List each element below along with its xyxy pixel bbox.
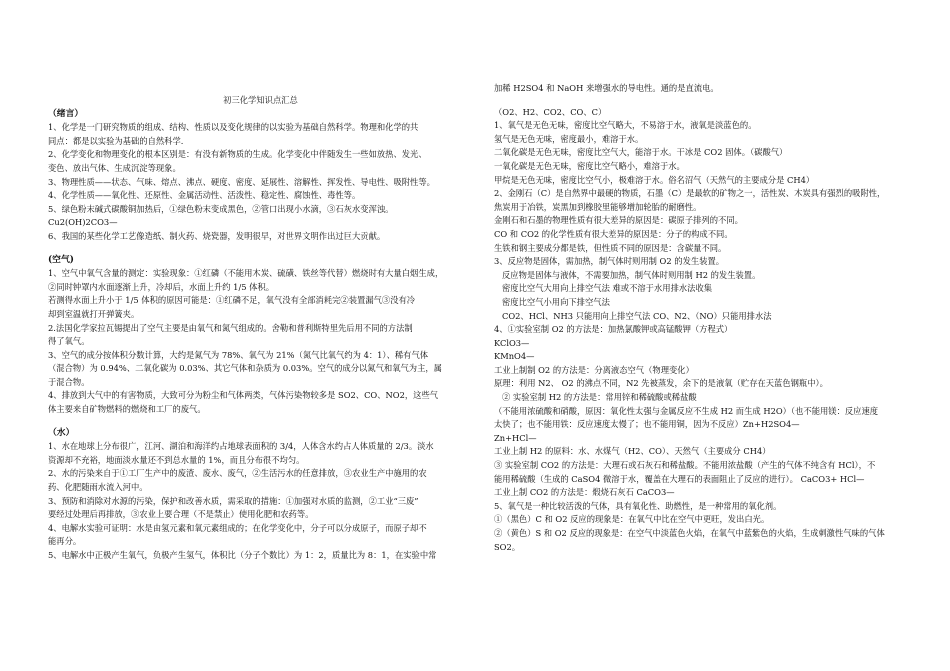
section-heading: （水） [48,427,75,438]
left-text-line: 2.法国化学家拉瓦锡提出了空气主要是由氧气和氮气组成的。舍勒和普利斯特里先后用不同的方法制 [48,322,413,333]
left-text-line: 能再分。 [48,536,82,547]
section-heading: (空气) [48,254,74,265]
right-text-line: 原理：利用 N2、 O2 的沸点不同，N2 先被蒸发，余下的是液氧（贮存在天蓝色钢瓶中）。 [494,378,828,389]
left-text-line: 6、我国的某些化学工艺像造纸、制火药、烧瓷器，发明很早，对世界文明作出过巨大贡献。 [48,230,386,241]
spacer [48,244,473,254]
right-text-line: 5、氧气是一种比较活泼的气体，具有氧化性、助燃性，是一种常用的氧化剂。 [494,500,782,511]
left-text-line: 5、绿色粉末碱式碳酸铜加热后，①绿色粉末变成黑色，②管口出现小水滴，③石灰水变浑浊。 [48,203,394,214]
left-text-line: 4、排放到大气中的有害物质，大致可分为粉尘和气体两类，气体污染物较多是 SO2、CO、NO2，这些气 [48,390,439,401]
right-text-line: 二氧化碳是无色无味，密度比空气大，能溶于水。干冰是 CO2 固体。（碳酸气） [494,147,788,158]
left-text-line: 2、水的污染来自于①工厂生产中的废渣、废水、废气，②生活污水的任意排放，③农业生产中施用的农 [48,468,427,479]
right-text-line: CO2、HCl、NH3 只能用向上排空气法 CO、N2、（NO）只能用排水法 [502,310,772,321]
right-text-line: 太快了；也不能用铁：反应速度太慢了；也不能用铜，因为不反应）Zn+H2SO4— [494,419,800,430]
right-text-line: 甲烷是无色无味，密度比空气小，极难溶于水。俗名沼气（天然气的主要成分是 CH4） [494,174,815,185]
left-text-line: 1、空气中氧气含量的测定：实验现象：①红磷（不能用木炭、硫磺、铁丝等代替）燃烧时有大量白烟生成， [48,268,444,279]
right-text-line: 密度比空气大用向上排空气法 难或不溶于水用排水法收集 [502,283,713,294]
right-text-line: （不能用浓硫酸和硝酸，原因：氧化性太强与金属反应不生成 H2 而生成 H2O）（也不能用镁：反应速度 [494,405,879,416]
left-text-line: ②同时钟罩内水面逐渐上升，冷却后，水面上升约 1/5 体积。 [48,281,275,292]
left-text-line: 资源却不充裕，地面淡水量还不到总水量的 1%，而且分布很不均匀。 [48,454,305,465]
right-text-line: 3、反应物是固体，需加热，制气体时则用制 O2 的发生装置。 [494,256,725,267]
right-text-line: 能用稀硫酸（生成的 CaSO4 微溶于水，覆盖在大理石的表面阻止了反应的进行）。 CaCO3+ HCl— [494,473,865,484]
right-text-line: 反应物是固体与液体，不需要加热，制气体时则用制 H2 的发生装置。 [502,269,761,280]
right-text-line: SO2。 [494,541,521,552]
right-text-line: 金刚石和石墨的物理性质有很大差异的原因是：碳原子排列的不同。 [494,215,743,226]
left-text-line: 于混合物。 [48,376,90,387]
right-text-line: （O2、H2、CO2、CO、C） [494,106,607,117]
left-text-line: 2、化学变化和物理变化的根本区别是：有没有新物质的生成。化学变化中伴随发生一些如放热、发光、 [48,149,427,160]
left-text-line: 要经过处理后再排放，③农业上要合理（不是禁止）使用化肥和农药等。 [48,509,314,520]
right-text-line: 工业上制 H2 的原料：水、水煤气（H2、CO）、天然气（主要成分 CH4） [494,446,771,457]
left-text-line: 3、预防和消除对水源的污染，保护和改善水质，需采取的措施：①加强对水质的监测，②工业“三废” [48,495,419,506]
left-text-line: 变色、放出气体、生成沉淀等现象。 [48,162,181,173]
right-text-line: 加稀 H2SO4 和 NaOH 来增强水的导电性。通的是直流电。 [494,83,719,93]
right-text-line: 1、氧气是无色无味，密度比空气略大，不易溶于水，液氧是淡蓝色的。 [494,120,757,131]
right-text-line: CO 和 CO2 的化学性质有很大差异的原因是：分子的构成不同。 [494,228,733,239]
right-text-line: ②（黄色）S 和 O2 反应的现象是：在空气中淡蓝色火焰，在氧气中蓝紫色的火焰，生成刺激性气味的气体 [494,528,885,538]
right-text-line: 工业上制 CO2 的方法是：煅烧石灰石 CaCO3— [494,487,675,498]
left-text-line: 3、空气的成分按体积分数计算，大约是氮气为 78%、氧气为 21%（氮气比氧气约为 4：1）、稀有气体 [48,349,429,360]
right-text-line: 工业上制制 O2 的方法是：分离液态空气（物理变化） [494,364,694,375]
right-text-line: KClO3— [494,337,530,348]
left-text-line: 4、化学性质——氧化性、还原性、金属活动性、活泼性、稳定性、腐蚀性、毒性等。 [48,190,361,201]
section-heading: （绪言） [48,108,84,119]
left-text-line: 1、水在地球上分布很广，江河、湖泊和海洋约占地球表面积的 3/4，人体含水约占人体质量的 2/3。淡水 [48,441,434,452]
page-title: 初三化学知识点汇总 [223,95,298,105]
right-text-line: 生铁和钢主要成分都是铁，但性质不同的原因是：含碳量不同。 [494,242,727,253]
left-text-line: 1、化学是一门研究物质的组成、结构、性质以及变化规律的以实验为基础自然科学。物理和化学的共 [48,122,419,133]
left-text-line: （混合物）为 0.94%、二氧化碳为 0.03%、其它气体和杂质为 0.03%。空气的成分以氮气和氧气为主，属 [48,363,442,374]
left-text-line: 若测得水面上升小于 1/5 体积的原因可能是：①红磷不足，氧气没有全部消耗完②装置漏气③没有冷 [48,295,416,306]
left-text-line: 3、物理性质——状态、气味、熔点、沸点、硬度、密度、延展性、溶解性、挥发性、导电性、吸附性等。 [48,176,435,187]
right-text-line: KMnO4— [494,351,535,362]
left-text-line: 5、电解水中正极产生氧气，负极产生氢气，体积比（分子个数比）为 1：2，质量比为 8：1，在实验中常 [48,550,437,560]
spacer [494,96,912,106]
right-text-line: 4、①实验室制 O2 的方法是：加热氯酸钾或高锰酸钾（方程式） [494,324,733,335]
right-text-line: 2、金刚石（C）是自然界中最硬的物质，石墨（C）是最软的矿物之一，活性炭、木炭具有强烈的吸附性， [494,188,886,199]
right-text-line: ①（黑色）C 和 O2 反应的现象是：在氧气中比在空气中更旺，发出白光。 [494,514,770,525]
left-text-line: 药、化肥随雨水流入河中。 [48,482,148,493]
right-text-line: ② 实验室制 H2 的方法是：常用锌和稀硫酸或稀盐酸 [502,392,697,403]
left-text-line: 得了氧气。 [48,336,90,347]
left-text-line: 却到室温就打开弹簧夹。 [48,308,140,319]
right-column [494,0,912,554]
left-column [48,0,473,563]
right-text-line: 氢气是无色无味，密度最小，难溶于水。 [494,133,644,144]
right-text-line: 焦炭用于冶铁，炭黑加到橡胶里能够增加轮胎的耐磨性。 [494,201,702,212]
left-text-line: 4、电解水实验可证明：水是由氢元素和氧元素组成的；在化学变化中，分子可以分成原子，而原子却不 [48,522,427,533]
right-text-line: Zn+HCl— [494,432,537,443]
left-text-line: Cu2(OH)2CO3— [48,217,118,228]
right-text-line: 密度比空气小用向下排空气法 [502,296,610,307]
right-text-line: 一氧化碳是无色无味，密度比空气略小，难溶于水。 [494,160,685,171]
right-text-line: ③ 实验室制 CO2 的方法是：大理石或石灰石和稀盐酸。不能用浓盐酸（产生的气体不纯含有 HCl），不 [494,460,876,471]
spacer [48,417,473,427]
left-text-line: 体主要来自矿物燃料的燃烧和工厂的废气。 [48,404,206,415]
left-text-line: 同点：都是以实验为基础的自然科学. [48,135,184,146]
